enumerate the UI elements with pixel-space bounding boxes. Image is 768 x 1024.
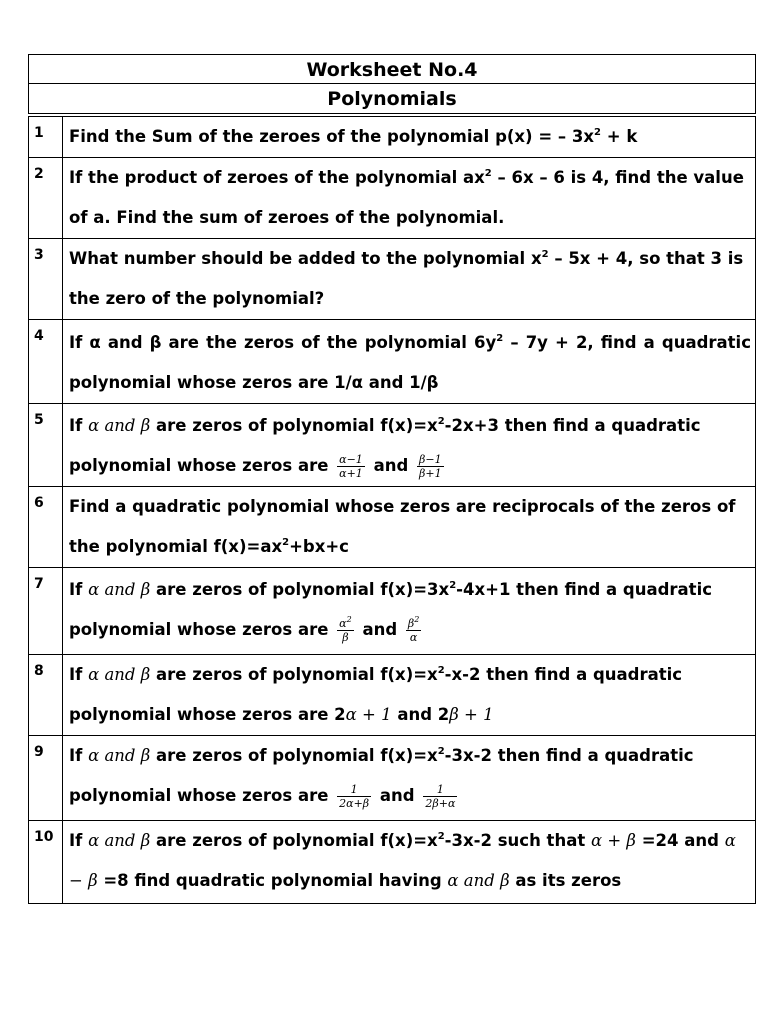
fraction: $\frac{\alpha^2}{\beta}$ xyxy=(339,615,352,644)
question-text: If α and β are zeros of polynomial $f(x)=x^2-2x+3$ then find a quadratic polynomial whose zeros are $\frac{\alpha-1}{\alpha+1}$ and $\frac{\beta-1}{\beta+1}$ xyxy=(63,404,756,487)
question-row xyxy=(29,117,756,158)
worksheet-title: Worksheet No.4 xyxy=(28,54,756,84)
question-number: 9 xyxy=(29,736,63,821)
fraction: $\frac{\beta^2}{\alpha}$ xyxy=(407,615,420,644)
question-text: What number should be added to the polynomial $x^2 - 5x + 4$, so that 3 is the zero of the polynomial? xyxy=(63,239,756,320)
question-row xyxy=(29,158,756,239)
question-number: 6 xyxy=(29,487,63,568)
question-number: 2 xyxy=(29,158,63,239)
fraction: $\frac{1}{2\beta+\alpha}$ xyxy=(425,783,456,810)
question-text: If α and β are zeros of polynomial $f(x)=x^2-x-2$ then find a quadratic polynomial whose zeros are 2α + 1 and 2β + 1 xyxy=(63,655,756,736)
question-row xyxy=(29,404,756,487)
question-text: If α and β are the zeros of the polynomial $6y^2 - 7y + 2$, find a quadratic polynomial whose zeros are 1/α and 1/β xyxy=(63,320,756,404)
question-number: 8 xyxy=(29,655,63,736)
question-row xyxy=(29,568,756,655)
question-row xyxy=(29,239,756,320)
question-number: 3 xyxy=(29,239,63,320)
question-text: If α and β are zeros of polynomial $f(x)=x^2-3x-2$ then find a quadratic polynomial whose zeros are $\frac{1}{2\alpha+\beta}$ and $\frac{1}{2\beta+\alpha}$ xyxy=(63,736,756,821)
question-text: If α and β are zeros of polynomial $f(x)=x^2-3x-2$ such that α + β =24 and α − β =8 find quadratic polynomial having α and β as its zeros xyxy=(63,821,756,904)
question-row xyxy=(29,320,756,404)
fraction: $\frac{\beta-1}{\beta+1}$ xyxy=(419,453,442,480)
question-number: 10 xyxy=(29,821,63,904)
worksheet-subtitle: Polynomials xyxy=(28,84,756,114)
question-row xyxy=(29,487,756,568)
fraction: $\frac{\alpha-1}{\alpha+1}$ xyxy=(339,453,363,480)
question-number: 7 xyxy=(29,568,63,655)
fraction: $\frac{1}{2\alpha+\beta}$ xyxy=(339,783,370,810)
question-row xyxy=(29,821,756,904)
question-text: Find the Sum of the zeroes of the polynomial p(x) = – $3x^2 + k$ xyxy=(63,117,756,158)
worksheet xyxy=(28,54,756,904)
question-text: If the product of zeroes of the polynomial $ax^2 - 6x - 6$ is 4, find the value of a. Find the sum of zeroes of the polynomial. xyxy=(63,158,756,239)
question-number: 4 xyxy=(29,320,63,404)
question-number: 5 xyxy=(29,404,63,487)
question-row xyxy=(29,736,756,821)
question-number: 1 xyxy=(29,117,63,158)
question-text: If α and β are zeros of polynomial $f(x)=3x^2-4x+1$ then find a quadratic polynomial whose zeros are $\frac{\alpha^2}{\beta}$ and $\frac{\beta^2}{\alpha}$ xyxy=(63,568,756,655)
question-text: Find a quadratic polynomial whose zeros are reciprocals of the zeros of the polynomial $f(x)=ax^2+bx+c$ xyxy=(63,487,756,568)
questions-table xyxy=(28,116,756,904)
question-row xyxy=(29,655,756,736)
